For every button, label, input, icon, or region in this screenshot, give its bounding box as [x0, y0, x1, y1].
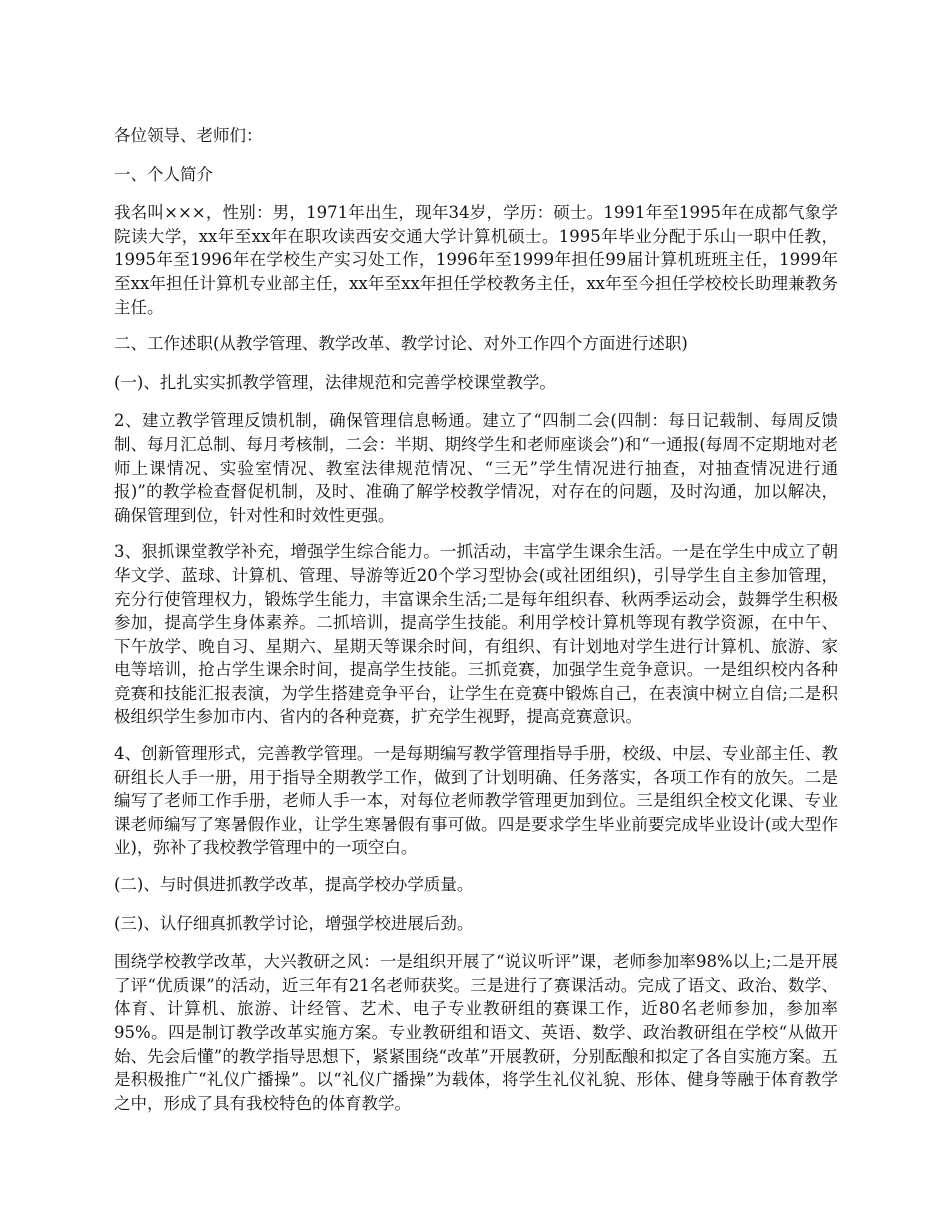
paragraph-research-activities: 围绕学校教学改革，大兴教研之风：一是组织开展了“说议听评”课，老师参加率98%以上;二是开展了评“优质课”的活动，近三年有21名老师获奖。三是进行了赛课活动。完成了语文、政治、数学、体育、计算机、旅游、计经管、艺术、电子专业教研组的赛课工作，近80名老师参加，参加率95%。四是制订教学改革实施方案。专业教研组和语文、英语、数学、政治教研组在学校“从做开始、先会后懂”的教学指导思想下，紧紧围绕“改革”开展教研，分别酝酿和拟定了各自实施方案。五是积极推广“礼仪广播操”。以“礼仪广播操”为载体，将学生礼仪礼貌、形体、健身等融于体育教学之中，形成了具有我校特色的体育教学。	[114, 952, 838, 1113]
paragraph-classroom-supplement: 3、狠抓课堂教学补充，增强学生综合能力。一抓活动，丰富学生课余生活。一是在学生中成立了朝华文学、蓝球、计算机、管理、导游等近20个学习型协会(或社团组织)，引导学生自主参加管理，充分行使管理权力，锻炼学生能力，丰富课余生活;二是每年组织春、秋两季运动会，鼓舞学生积极参加，提高学生身体素养。二抓培训，提高学生技能。利用学校计算机等现有教学资源，在中午、下午放学、晚自习、星期六、星期天等课余时间，有组织、有计划地对学生进行计算机、旅游、家电等培训，抢占学生课余时间，提高学生技能。三抓竞赛，加强学生竞争意识。一是组织校内各种竞赛和技能汇报表演，为学生搭建竞争平台，让学生在竞赛中锻炼自己，在表演中树立自信;二是积极组织学生参加市内、省内的各种竞赛，扩充学生视野，提高竞赛意识。	[114, 542, 838, 727]
subheading-teaching-management: (一)、扎扎实实抓教学管理，法律规范和完善学校课堂教学。	[114, 372, 556, 392]
salutation: 各位领导、老师们：	[114, 126, 263, 145]
paragraph-personal-profile: 我名叫×××，性别：男，1971年出生，现年34岁，学历：硕士。1991年至1995年在成都气象学院读大学，xx年至xx年在职攻读西安交通大学计算机硕士。1995年毕业分配于乐山一职中任教，1995年至1996年在学校生产实习处工作，1996年至1999年担任99届计算机班班主任，1999年至xx年担任计算机专业部主任，xx年至xx年担任学校教务主任，xx年至今担任学校校长助理兼教务主任。	[114, 203, 838, 317]
document-body	[114, 124, 838, 1128]
subheading-teaching-research: (三)、认仔细真抓教学讨论，增强学校进展后劲。	[114, 913, 474, 933]
section-heading-introduction: 一、个人简介	[114, 164, 213, 184]
section-heading-work-report: 二、工作述职(从教学管理、教学改革、教学讨论、对外工作四个方面进行述职)	[114, 334, 688, 354]
paragraph-feedback-mechanism: 2、建立教学管理反馈机制，确保管理信息畅通。建立了“四制二会(四制：每日记载制、每周反馈制、每月汇总制、每月考核制，二会：半期、期终学生和老师座谈会”)和“一通报(每周不定期地对老师上课情况、实验室情况、教室法律规范情况、“三无”学生情况进行抽查，对抽查情况进行通报)”的教学检查督促机制，及时、准确了解学校教学情况，对存在的问题，及时沟通，加以解决，确保管理到位，针对性和时效性更强。	[114, 411, 838, 525]
paragraph-management-innovation: 4、创新管理形式，完善教学管理。一是每期编写教学管理指导手册，校级、中层、专业部主任、教研组长人手一册，用于指导全期教学工作，做到了计划明确、任务落实，各项工作有的放矢。二是编写了老师工作手册，老师人手一本，对每位老师教学管理更加到位。三是组织全校文化课、专业课老师编写了寒暑假作业，让学生寒暑假有事可做。四是要求学生毕业前要完成毕业设计(或大型作业)，弥补了我校教学管理中的一项空白。	[114, 744, 838, 858]
subheading-teaching-reform: (二)、与时俱进抓教学改革，提高学校办学质量。	[114, 875, 474, 895]
